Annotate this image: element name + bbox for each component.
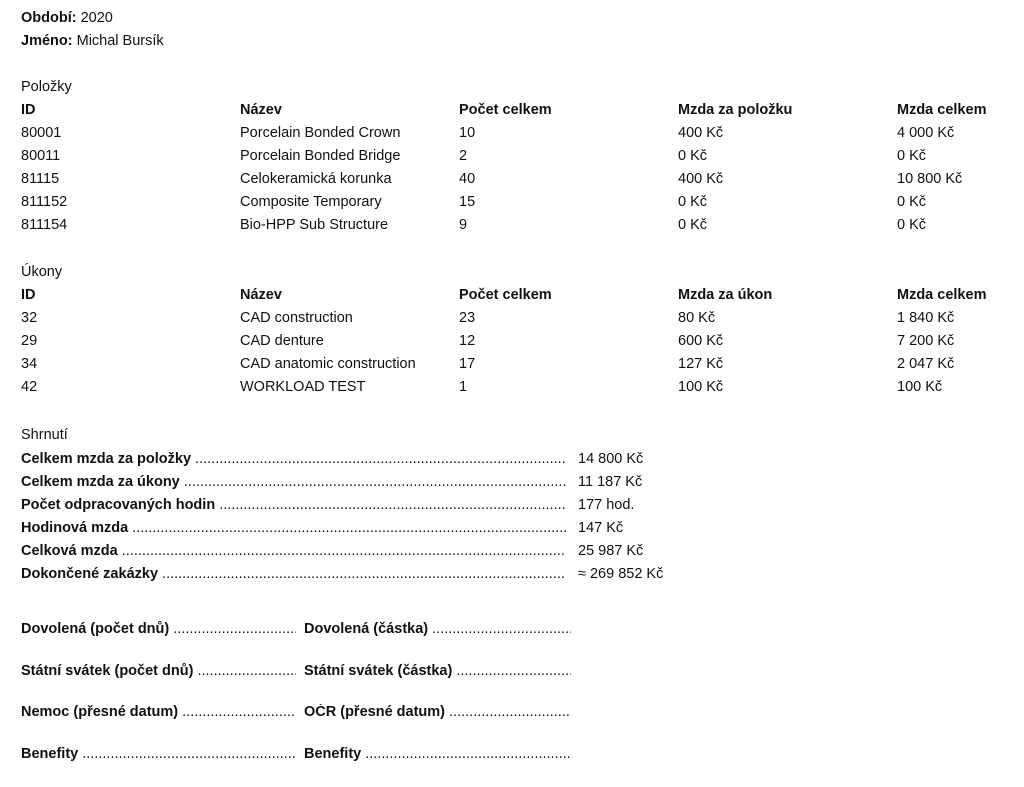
tasks-section-title: Úkony (21, 264, 62, 280)
fill-row (21, 621, 581, 663)
table-row (21, 148, 1011, 171)
tasks-table (21, 287, 1011, 402)
task-name: WORKLOAD TEST (240, 379, 365, 395)
table-row (21, 217, 1011, 240)
table-row (21, 310, 1011, 333)
item-id: 811152 (21, 194, 67, 210)
summary-label: Dokončené zakázky ..... (21, 566, 566, 582)
task-name: CAD anatomic construction (240, 356, 416, 372)
column-header: Mzda za úkon (678, 287, 772, 303)
summary-value: ≈ 269 852 Kč (578, 566, 663, 582)
summary-row (21, 543, 721, 566)
item-total-wage: 10 800 Kč (897, 171, 962, 187)
item-count: 2 (459, 148, 467, 164)
column-header: ID (21, 102, 36, 118)
item-count: 15 (459, 194, 475, 210)
item-total-wage: 0 Kč (897, 148, 926, 164)
table-row (21, 379, 1011, 402)
task-total-wage: 7 200 Kč (897, 333, 954, 349)
items-table (21, 102, 1011, 240)
table-row (21, 333, 1011, 356)
summary-label: Počet odpracovaných hodin ..... (21, 497, 566, 513)
table-row (21, 356, 1011, 379)
task-id: 29 (21, 333, 37, 349)
task-unit-wage: 127 Kč (678, 356, 723, 372)
item-total-wage: 4 000 Kč (897, 125, 954, 141)
item-unit-wage: 400 Kč (678, 125, 723, 141)
item-id: 811154 (21, 217, 67, 233)
summary-label: Celkem mzda za položky ..... (21, 451, 566, 467)
column-header: Název (240, 102, 282, 118)
item-id: 81115 (21, 171, 59, 187)
sickness-date-field: Nemoc (přesné datum) ..... (21, 704, 296, 720)
holiday-days-field: Státní svátek (počet dnů) ..... (21, 663, 296, 679)
fill-row (21, 746, 581, 787)
fill-in-fields (21, 621, 581, 787)
task-id: 32 (21, 310, 37, 326)
summary-list (21, 451, 721, 589)
summary-value: 147 Kč (578, 520, 623, 536)
fill-row (21, 663, 581, 705)
vacation-days-field: Dovolená (počet dnů) ..... (21, 621, 296, 637)
item-id: 80011 (21, 148, 60, 164)
tasks-table-header (21, 287, 1011, 310)
items-table-header (21, 102, 1011, 125)
column-header: Mzda za položku (678, 102, 792, 118)
task-count: 17 (459, 356, 475, 372)
name-label: Jméno: (21, 33, 73, 49)
holiday-amount-field: Státní svátek (částka) ..... (304, 663, 571, 679)
task-total-wage: 2 047 Kč (897, 356, 954, 372)
item-unit-wage: 400 Kč (678, 171, 723, 187)
name-line (21, 33, 164, 49)
task-unit-wage: 600 Kč (678, 333, 723, 349)
summary-value: 177 hod. (578, 497, 634, 513)
column-header: Mzda celkem (897, 287, 986, 303)
task-id: 42 (21, 379, 37, 395)
task-total-wage: 1 840 Kč (897, 310, 954, 326)
period-label: Období: (21, 10, 77, 26)
item-unit-wage: 0 Kč (678, 148, 707, 164)
name-value: Michal Bursík (77, 33, 164, 49)
column-header: Název (240, 287, 282, 303)
benefits-field: Benefity ..... (21, 746, 296, 762)
item-count: 10 (459, 125, 475, 141)
item-name: Bio-HPP Sub Structure (240, 217, 388, 233)
item-id: 80001 (21, 125, 61, 141)
column-header: Počet celkem (459, 102, 552, 118)
column-header: ID (21, 287, 36, 303)
task-unit-wage: 80 Kč (678, 310, 715, 326)
item-name: Composite Temporary (240, 194, 382, 210)
ocr-date-field: OČR (přesné datum) ..... (304, 704, 571, 720)
vacation-amount-field: Dovolená (částka) ..... (304, 621, 571, 637)
task-name: CAD denture (240, 333, 324, 349)
summary-row (21, 474, 721, 497)
task-count: 1 (459, 379, 467, 395)
summary-value: 14 800 Kč (578, 451, 643, 467)
item-name: Celokeramická korunka (240, 171, 392, 187)
summary-row (21, 451, 721, 474)
summary-label: Celkem mzda za úkony ..... (21, 474, 566, 490)
task-unit-wage: 100 Kč (678, 379, 723, 395)
item-name: Porcelain Bonded Bridge (240, 148, 400, 164)
table-row (21, 194, 1011, 217)
item-count: 9 (459, 217, 467, 233)
fill-row (21, 704, 581, 746)
task-count: 12 (459, 333, 475, 349)
table-row (21, 125, 1011, 148)
task-name: CAD construction (240, 310, 353, 326)
items-section-title: Položky (21, 79, 72, 95)
summary-row (21, 566, 721, 589)
item-count: 40 (459, 171, 475, 187)
summary-row (21, 520, 721, 543)
period-line (21, 10, 113, 26)
period-value: 2020 (81, 10, 113, 26)
table-row (21, 171, 1011, 194)
item-total-wage: 0 Kč (897, 217, 926, 233)
benefits-field-2: Benefity ..... (304, 746, 571, 762)
item-name: Porcelain Bonded Crown (240, 125, 400, 141)
task-total-wage: 100 Kč (897, 379, 942, 395)
task-id: 34 (21, 356, 37, 372)
summary-label: Hodinová mzda ..... (21, 520, 566, 536)
summary-value: 11 187 Kč (578, 474, 642, 490)
summary-value: 25 987 Kč (578, 543, 643, 559)
column-header: Mzda celkem (897, 102, 986, 118)
column-header: Počet celkem (459, 287, 552, 303)
summary-label: Celková mzda ..... (21, 543, 566, 559)
summary-row (21, 497, 721, 520)
task-count: 23 (459, 310, 475, 326)
summary-section-title: Shrnutí (21, 427, 68, 443)
item-unit-wage: 0 Kč (678, 217, 707, 233)
item-unit-wage: 0 Kč (678, 194, 707, 210)
item-total-wage: 0 Kč (897, 194, 926, 210)
